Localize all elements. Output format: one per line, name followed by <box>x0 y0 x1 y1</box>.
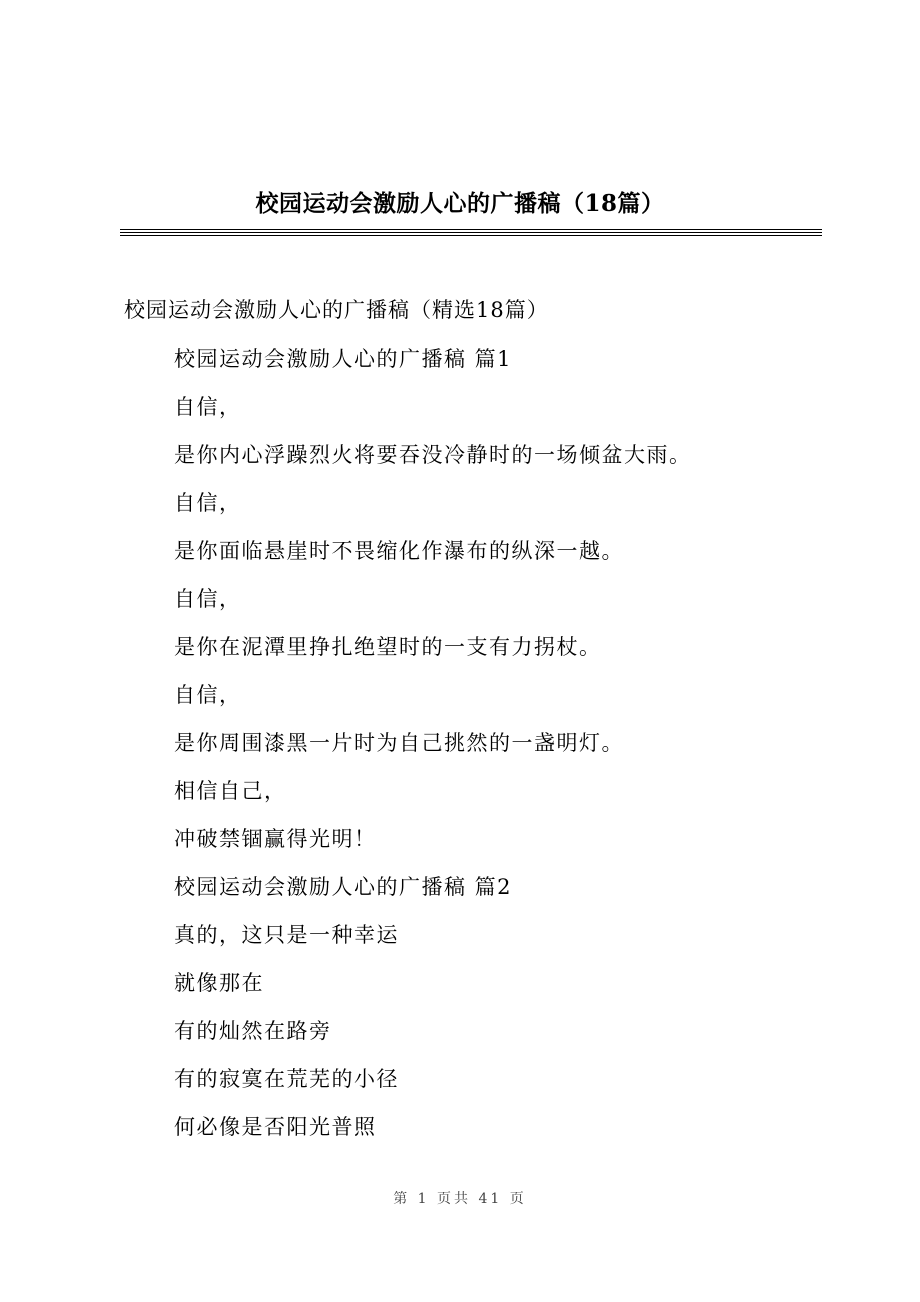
body-line: 是你面临悬崖时不畏缩化作瀑布的纵深一越。 <box>174 539 624 563</box>
body-line: 有的灿然在路旁 <box>174 1019 332 1043</box>
body-line: 是你内心浮躁烈火将要吞没冷静时的一场倾盆大雨。 <box>174 443 692 467</box>
body-line: 自信， <box>174 587 242 611</box>
body-line: 是你周围漆黑一片时为自己挑然的一盏明灯。 <box>174 731 624 755</box>
section-heading: 校园运动会激励人心的广播稿 篇2 <box>174 875 513 899</box>
body-line: 自信， <box>174 683 242 707</box>
body-line: 自信， <box>174 491 242 515</box>
body-line: 何必像是否阳光普照 <box>174 1115 377 1139</box>
title-divider-line <box>120 235 822 236</box>
document-title: 校园运动会激励人心的广播稿（18篇） <box>255 190 665 217</box>
body-line: 有的寂寞在荒芜的小径 <box>174 1067 399 1091</box>
body-line: 真的，这只是一种幸运 <box>174 923 399 947</box>
body-line: 是你在泥潭里挣扎绝望时的一支有力拐杖。 <box>174 635 602 659</box>
page-footer: 第 1 页共 41 页 <box>393 1191 527 1207</box>
title-divider-line <box>120 232 822 233</box>
document-body <box>174 344 692 1160</box>
body-line: 相信自己， <box>174 779 287 803</box>
title-divider-line <box>120 229 822 230</box>
document-intro: 校园运动会激励人心的广播稿（精选18篇） <box>124 298 549 322</box>
section-heading: 校园运动会激励人心的广播稿 篇1 <box>174 347 513 371</box>
body-line: 就像那在 <box>174 971 264 995</box>
body-line: 自信， <box>174 395 242 419</box>
body-line: 冲破禁锢赢得光明！ <box>174 827 377 851</box>
